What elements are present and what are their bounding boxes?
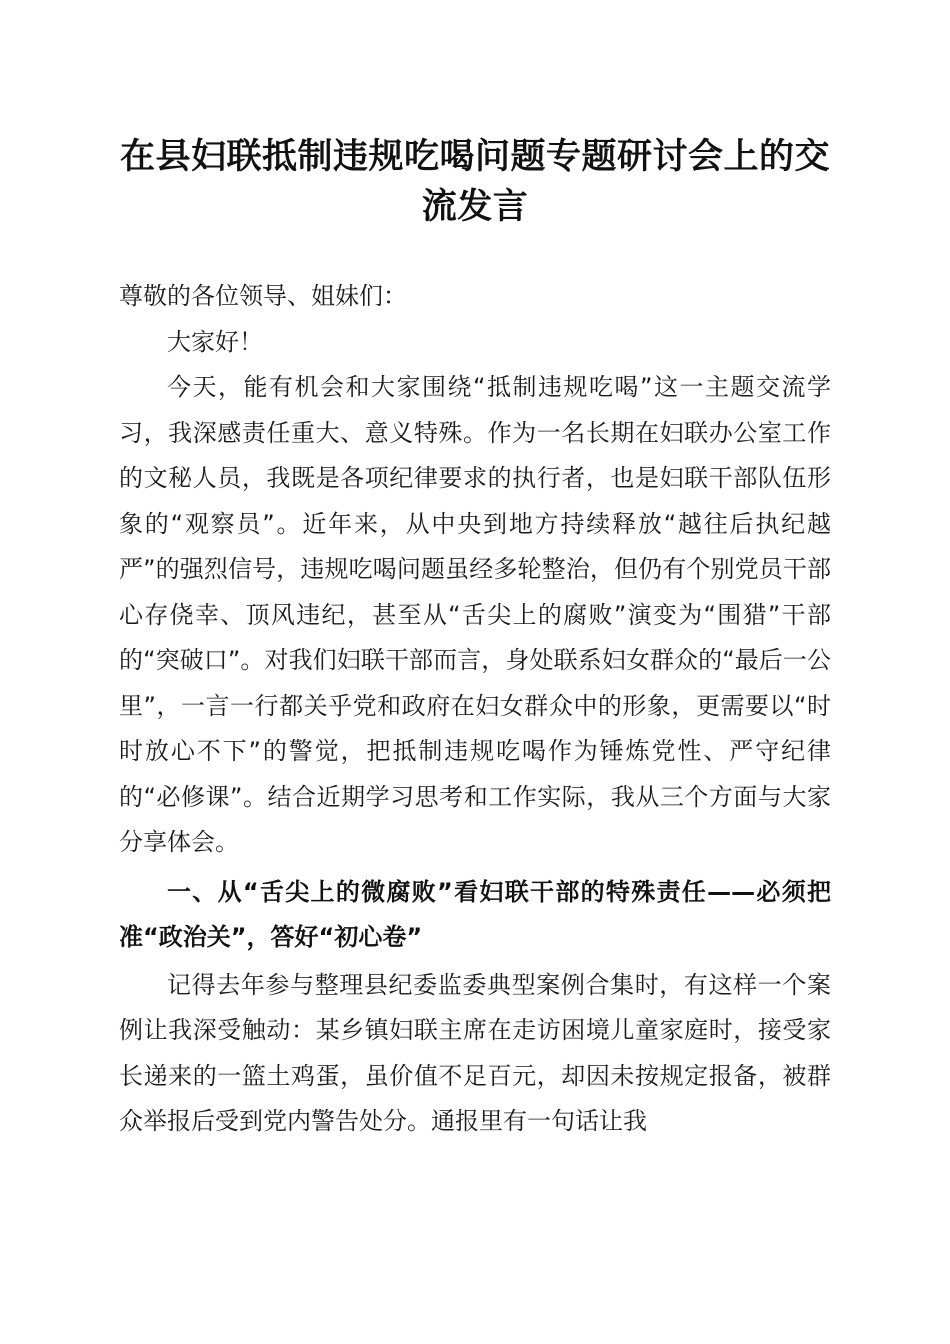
salutation: 尊敬的各位领导、姐妹们：: [119, 282, 407, 310]
section-heading-1: 一、从“舌尖上的微腐败”看妇联干部的特殊责任——必须把准“政治关”，答好“初心卷”: [119, 877, 831, 951]
document-body: [119, 274, 831, 1145]
intro-paragraph: 今天，能有机会和大家围绕“抵制违规吃喝”这一主题交流学习，我深感责任重大、意义特殊。作为一名长期在妇联办公室工作的文秘人员，我既是各项纪律要求的执行者，也是妇联干部队伍形象的“观察员”。近年来，从中央到地方持续释放“越往后执纪越严”的强烈信号，违规吃喝问题虽经多轮整治，但仍有个别党员干部心存侥幸、顶风违纪，甚至从“舌尖上的腐败”演变为“围猎”干部的“突破口”。对我们妇联干部而言，身处联系妇女群众的“最后一公里”，一言一行都关乎党和政府在妇女群众中的形象，更需要以“时时放心不下”的警觉，把抵制违规吃喝作为锤炼党性、严守纪律的“必修课”。结合近期学习思考和工作实际，我从三个方面与大家分享体会。: [119, 373, 831, 856]
greeting: 大家好！: [167, 327, 263, 356]
document-title: 在县妇联抵制违规吃喝问题专题研讨会上的交流发言: [119, 136, 830, 227]
section-1-paragraph: 记得去年参与整理县纪委监委典型案例合集时，有这样一个案例让我深受触动：某乡镇妇联主席在走访困境儿童家庭时，接受家长递来的一篮土鸡蛋，虽价值不足百元，却因未按规定报备，被群众举报后受到党内警告处分。通报里有一句话让我: [119, 970, 831, 1135]
